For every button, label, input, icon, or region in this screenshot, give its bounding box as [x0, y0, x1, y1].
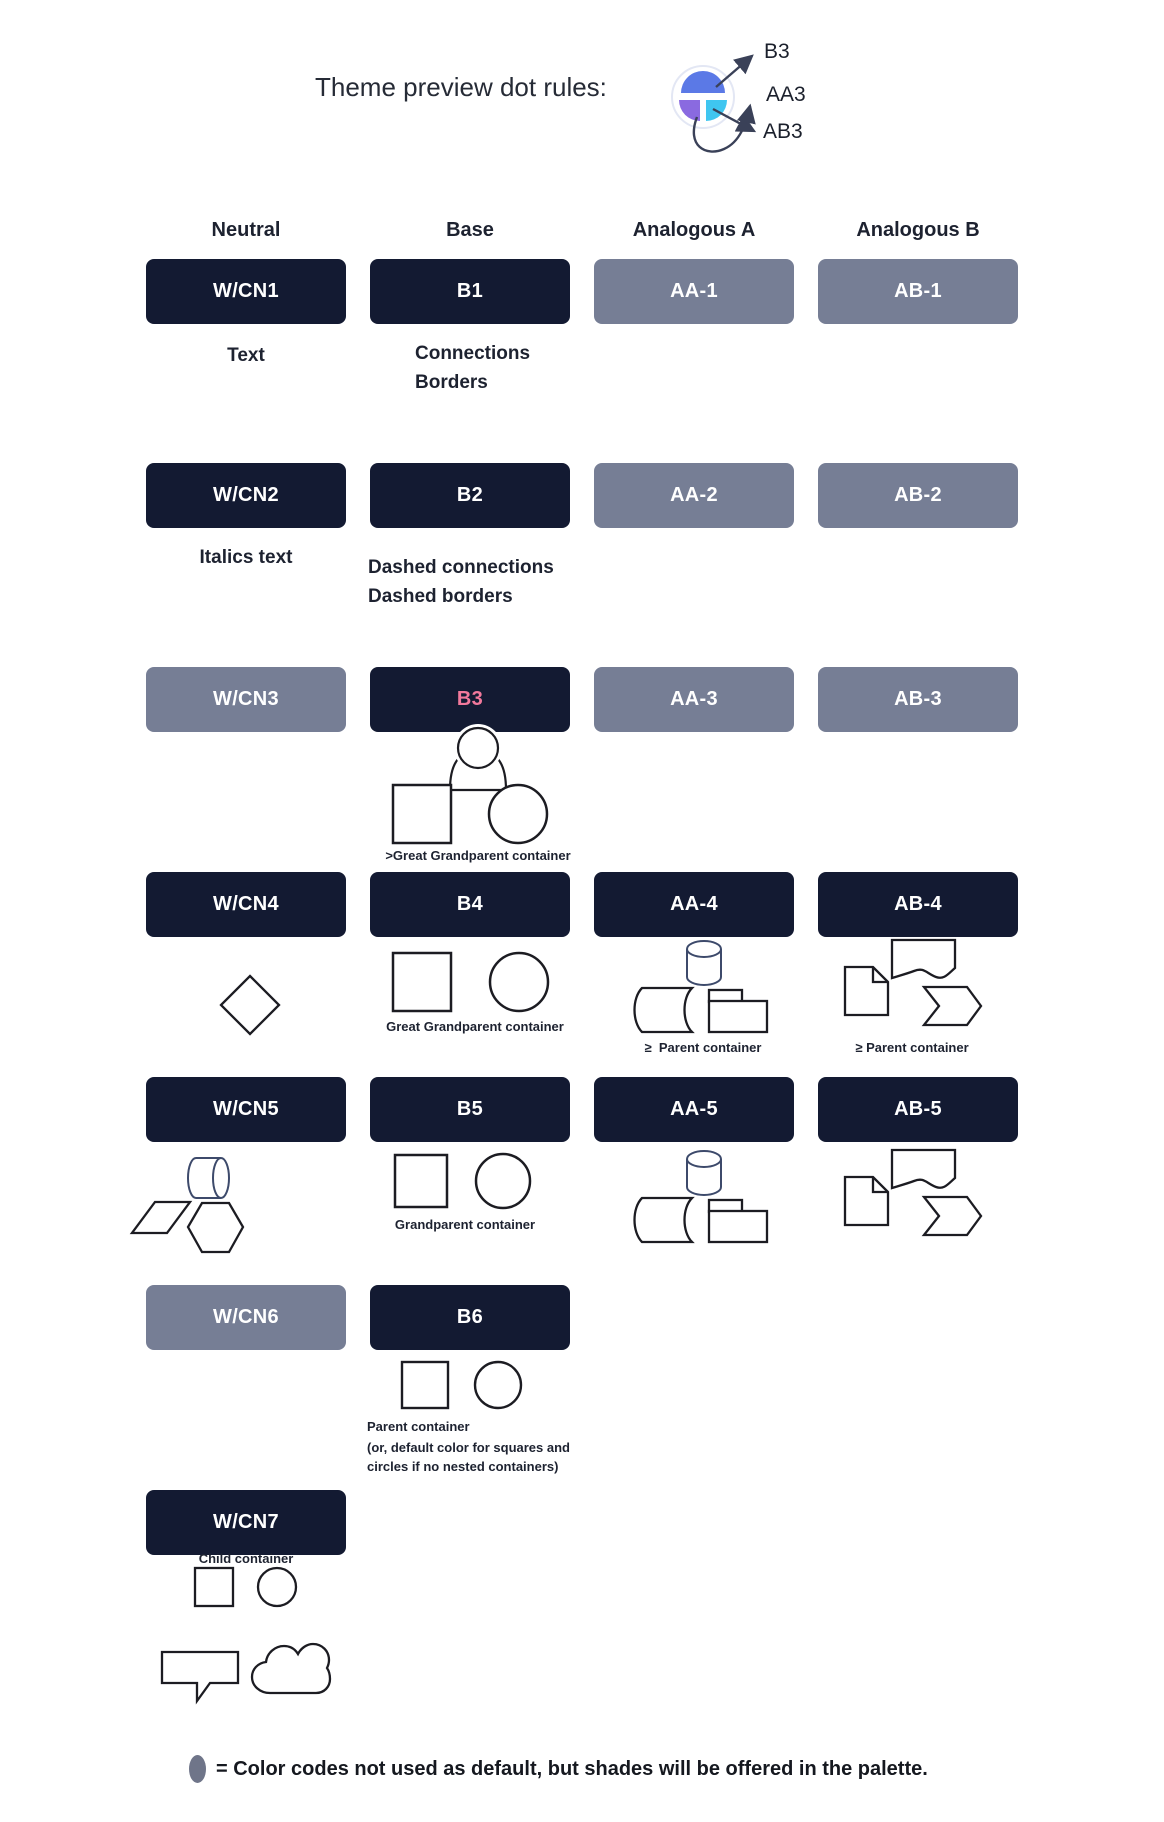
swatch-ab1: AB-1 — [818, 259, 1018, 324]
ab4-figure — [838, 936, 993, 1036]
swatch-wcn7: W/CN7 — [146, 1490, 346, 1555]
wcn4-figure — [215, 970, 287, 1042]
b6-caption-line3: circles if no nested containers) — [367, 1459, 559, 1474]
swatch-wcn6: W/CN6 — [146, 1285, 346, 1350]
circle-icon — [490, 953, 548, 1011]
dot-label-ab3: AB3 — [763, 120, 803, 143]
b3-figure — [370, 715, 570, 855]
swatch-ab2: AB-2 — [818, 463, 1018, 528]
swatch-ab3: AB-3 — [818, 667, 1018, 732]
circle-icon — [258, 1568, 296, 1606]
chevron-icon — [924, 987, 981, 1025]
wcn7-caption: Child container — [198, 1551, 294, 1566]
square-icon — [393, 785, 451, 843]
b5-figure — [388, 1148, 543, 1214]
diamond-icon — [221, 976, 279, 1034]
swatch-ab5: AB-5 — [818, 1077, 1018, 1142]
speech-bubble-icon — [162, 1652, 238, 1701]
b4-caption: Great Grandparent container — [386, 1019, 564, 1034]
swatch-wcn3: W/CN3 — [146, 667, 346, 732]
swatch-wcn2: W/CN2 — [146, 463, 346, 528]
stored-data-icon — [635, 1198, 693, 1242]
document-icon — [845, 967, 888, 1015]
aa5-figure — [625, 1146, 795, 1248]
swatch-aa5: AA-5 — [594, 1077, 794, 1142]
legend-dot-icon — [189, 1755, 206, 1783]
aa4-caption: ≥ Parent container — [644, 1040, 762, 1055]
dot-label-aa3: AA3 — [766, 83, 806, 106]
cloud-icon — [252, 1644, 330, 1693]
swatch-aa4: AA-4 — [594, 872, 794, 937]
legend-text: = Color codes not used as default, but shades will be offered in the palette. — [216, 1758, 928, 1780]
wavy-document-icon — [892, 940, 955, 978]
b3-caption: >Great Grandparent container — [385, 848, 571, 863]
b6-caption-line2: (or, default color for squares and — [367, 1440, 570, 1455]
tabbed-card-icon — [709, 1211, 767, 1242]
wcn7-figure — [188, 1561, 308, 1616]
note-italics-text: Italics text — [199, 547, 293, 568]
square-icon — [402, 1362, 448, 1408]
note-dashed-borders: Dashed borders — [368, 586, 513, 607]
note-borders: Borders — [415, 372, 488, 393]
swatch-ab4: AB-4 — [818, 872, 1018, 937]
wavy-document-icon — [892, 1150, 955, 1188]
b5-caption: Grandparent container — [394, 1217, 536, 1232]
chevron-icon — [924, 1197, 981, 1235]
tabbed-card-icon — [709, 1001, 767, 1032]
swatch-wcn5: W/CN5 — [146, 1077, 346, 1142]
square-icon — [195, 1568, 233, 1606]
wcn5-figure — [122, 1150, 257, 1262]
bubble-cloud-figure — [155, 1638, 340, 1710]
b6-caption-line1: Parent container — [367, 1419, 470, 1434]
swatch-b6: B6 — [370, 1285, 570, 1350]
ab5-figure — [838, 1146, 993, 1246]
square-icon — [395, 1155, 447, 1207]
column-header-neutral: Neutral — [211, 219, 281, 241]
column-header-analogous-b: Analogous B — [856, 219, 980, 241]
swatch-b3: B3 — [370, 667, 570, 732]
aa4-figure — [625, 936, 795, 1038]
dot-label-b3: B3 — [764, 40, 790, 63]
swatch-b1: B1 — [370, 259, 570, 324]
swatch-wcn1: W/CN1 — [146, 259, 346, 324]
swatch-aa2: AA-2 — [594, 463, 794, 528]
note-dashed-connections: Dashed connections — [368, 557, 554, 578]
swatch-b2: B2 — [370, 463, 570, 528]
b6-figure — [395, 1355, 530, 1415]
page-title: Theme preview dot rules: — [315, 72, 607, 102]
column-header-base: Base — [446, 219, 494, 241]
circle-icon — [475, 1362, 521, 1408]
ab4-caption: ≥ Parent container — [855, 1040, 969, 1055]
circle-icon — [489, 785, 547, 843]
swatch-aa1: AA-1 — [594, 259, 794, 324]
swatch-aa3: AA-3 — [594, 667, 794, 732]
column-header-analogous-a: Analogous A — [632, 219, 756, 241]
circle-icon — [476, 1154, 530, 1208]
swatch-b5: B5 — [370, 1077, 570, 1142]
person-head-icon — [458, 728, 498, 768]
parallelogram-icon — [132, 1202, 190, 1233]
b4-figure — [385, 945, 560, 1020]
note-connections: Connections — [415, 343, 531, 364]
stored-data-icon — [635, 988, 693, 1032]
swatch-b4: B4 — [370, 872, 570, 937]
hexagon-icon — [188, 1203, 243, 1252]
swatch-wcn4: W/CN4 — [146, 872, 346, 937]
square-icon — [393, 953, 451, 1011]
note-text: Text — [227, 345, 265, 366]
document-icon — [845, 1177, 888, 1225]
